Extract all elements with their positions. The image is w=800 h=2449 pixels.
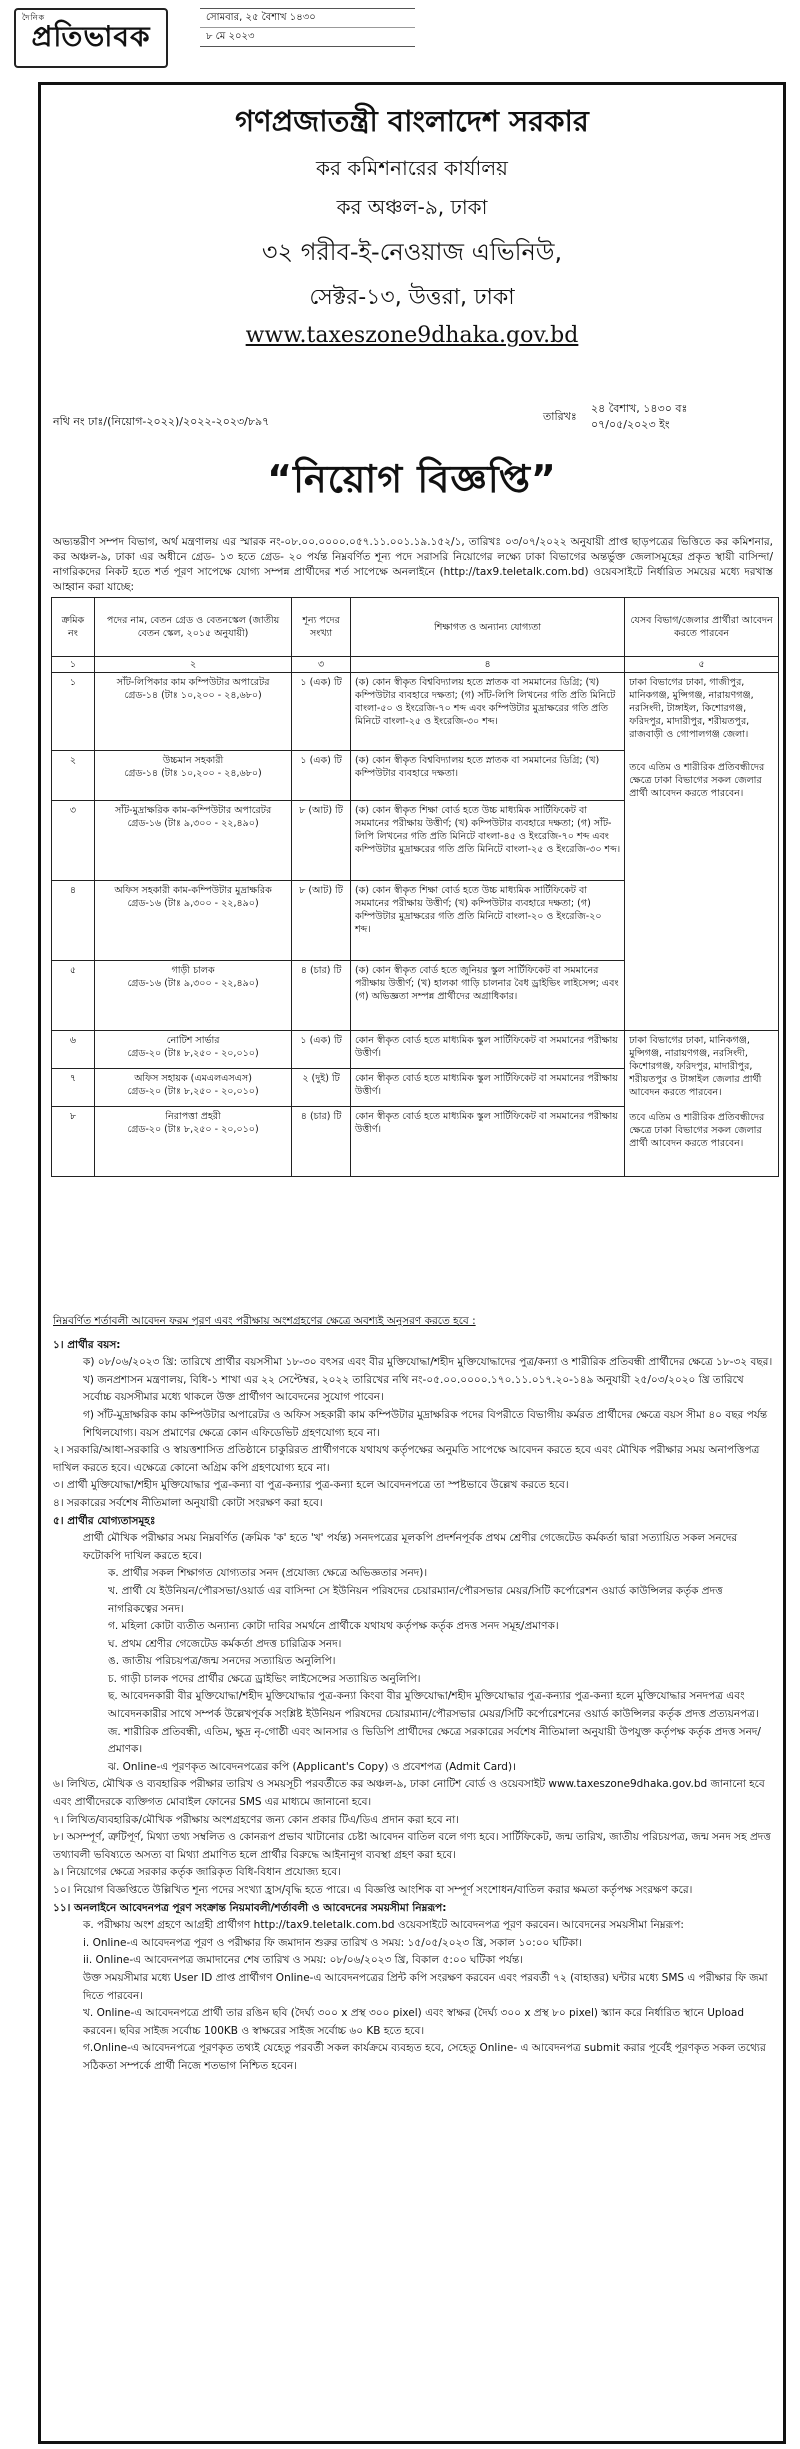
header-qualification: শিক্ষাগত ও অন্যান্য যোগ্যতা	[350, 598, 624, 657]
index-cell: ২	[94, 657, 291, 673]
newspaper-masthead	[0, 0, 800, 80]
header-post: পদের নাম, বেতন গ্রেড ও বেতনস্কেল (জাতীয় বেতন স্কেল, ২০১৫ অনুযায়ী)	[94, 598, 291, 657]
row-count: ২ (দুই) টি	[292, 1069, 351, 1107]
row-serial: ৮	[52, 1107, 95, 1177]
row-count: ৪ (চার) টি	[292, 961, 351, 1031]
condition-5e: ঙ. জাতীয় পরিচয়পত্র/জন্ম সনদের সত্যায়িত অনুলিপি।	[108, 1655, 336, 1668]
row-count: ১ (এক) টি	[292, 751, 351, 801]
condition-5: ৫। প্রার্থীর যোগ্যতাসমূহঃ	[53, 1514, 156, 1527]
condition-5j: ঝ. Online-এ পূরণকৃত আবেদনপত্রের কপি (Applicant's Copy) ও প্রবেশপত্র (Admit Card)।	[108, 1760, 517, 1773]
post-name: অফিস সহকারী কাম-কম্পিউটার মুদ্রাক্ষরিক	[114, 885, 272, 896]
condition-11k: ক. পরীক্ষায় অংশ গ্রহণে আগ্রহী প্রার্থীগণ http://tax9.teletalk.com.bd ওয়েবসাইটে আবেদনপত্র পূরণ করবেন। আবেদনের সময়সীমা নিম্নরূপ:	[83, 1919, 684, 1932]
conditions-section	[53, 1313, 775, 2076]
condition-11g: গ.Online-এ আবেদনপত্রে পূরণকৃত তথ্যই যেহেতু পরবর্তী সকল কার্যক্রমে ব্যবহৃত হবে, সেহেতু Online- এ আবেদনপত্র submit করার পূর্বেই পূরণকৃত সকল তথ্যের সঠিকতা সম্পর্কে প্রার্থী নিজে শতভাগ নিশ্চিত হবেন।	[83, 2042, 766, 2072]
row-serial: ৬	[52, 1031, 95, 1069]
row-count: ৮ (আট) টি	[292, 881, 351, 961]
post-name: অফিস সহায়ক (এমএলএসএস)	[134, 1073, 252, 1084]
condition-5f: চ. গাড়ী চালক পদের প্রার্থীর ক্ষেত্রে ড্রাইভিং লাইসেন্সের সত্যায়িত অনুলিপি।	[108, 1672, 421, 1685]
row-count: ৪ (চার) টি	[292, 1107, 351, 1177]
condition-8: ৮। অসম্পূর্ণ, ত্রুটিপূর্ণ, মিথ্যা তথ্য সম্বলিত ও কোনরূপ প্রভাব খাটানোর চেষ্টা আবেদন বাতিল বলে গণ্য হবে। সার্টিফিকেট, জন্ম তারিখ, জাতীয় পরিচয়পত্র, জন্ম সনদ সহ প্রদত্ত তথ্যাবলী ভবিষ্যতে অসত্য বা মিথ্যা প্রমাণিত হলে প্রার্থীর বিরুদ্ধে আইনানুগ ব্যবস্থা গ্রহণ করা হবে।	[53, 1831, 771, 1861]
intro-paragraph: অভ্যন্তরীণ সম্পদ বিভাগ, অর্থ মন্ত্রণালয় এর স্মারক নং-০৮.০০.০০০০.০৫৭.১১.০০১.১৯.১৫২/১, তারিখঃ ০৩/০৭/২০২২ অনুযায়ী প্রাপ্ত ছাড়পত্রের ভিত্তিতে কর কমিশনার, কর অঞ্চল-৯, ঢাকা এর অধীনে গ্রেড- ১৩ হতে গ্রেড- ২০ পর্যন্ত নিম্নবর্ণিত শূন্য পদে সরাসরি নিয়োগের লক্ষ্যে ঢাকা বিভাগের অন্তর্ভুক্ত জেলাসমূহের প্রকৃত স্থায়ী বাসিন্দা/নাগরিকদের নিকট হতে শর্ত পূরণ সাপেক্ষে যোগ্য সম্পন্ন প্রার্থীদের শর্ত সাপেক্ষে অনলাইনে (http://tax9.teletalk.com.bd) ওয়েবসাইটে নির্ধারিত সময়ের মধ্যে দরখাস্ত আহ্বান করা যাচ্ছে:	[53, 536, 773, 593]
date-english: ০৭/০৫/২০২৩ ইং	[591, 418, 670, 431]
districts-b-text: ঢাকা বিভাগের ঢাকা, মানিকগঞ্জ, মুন্সিগঞ্জ, নারায়ণগঞ্জ, নরসিংদী, কিশোরগঞ্জ, ফরিদপুর, মাদারীপুর, শরীয়তপুর ও টাঙ্গাইল জেলার প্রার্থী আবেদন করতে পারবেন।	[629, 1035, 762, 1098]
condition-7: ৭। লিখিত/ব্যবহারিক/মৌখিক পরীক্ষায় অংশগ্রহণের জন্য কোন প্রকার টিএ/ডিএ প্রদান করা হবে না।	[53, 1813, 460, 1826]
row-qualification: কোন স্বীকৃত বোর্ড হতে মাধ্যমিক স্কুল সার্টিফিকেট বা সমমানের পরীক্ষায় উত্তীর্ণ।	[350, 1069, 624, 1107]
logo-text: প্রতিভাবক	[31, 19, 151, 53]
row-qualification: (ক) কোন স্বীকৃত বিশ্ববিদ্যালয় হতে স্নাতক বা সমমানের ডিগ্রি; (খ) কম্পিউটার ব্যবহারে দক্ষতা; (গ) সাঁট-লিপি লিখনের গতি প্রতি মিনিটে বাংলা-৫০ ও ইংরেজি-৭০ শব্দ এবং কম্পিউটার মুদ্রাক্ষরের গতি প্রতি মিনিটে বাংলা-২৫ ও ইংরেজি-৩০ শব্দ।	[350, 673, 624, 751]
advertisement-frame	[38, 82, 786, 2444]
post-scale: গ্রেড-১৪ (টাঃ ১০,২০০ - ২৪,৬৮০)	[124, 768, 262, 779]
address-line-1: ৩২ গরীব-ই-নেওয়াজ এভিনিউ,	[261, 238, 563, 266]
index-cell: ৪	[350, 657, 624, 673]
condition-2: ২। সরকারি/আধা-সরকারি ও স্বায়ত্তশাসিত প্রতিষ্ঠানে চাকুরিরত প্রার্থীগণকে যথাযথ কর্তৃপক্ষের অনুমতি সাপেক্ষে আবেদন করতে হবে এবং মৌখিক পরীক্ষার সময় অনাপত্তিপত্র দাখিল করতে হবে। এক্ষেত্রে কোনো অগ্রিম কপি গ্রহণযোগ্য হবে না।	[53, 1444, 760, 1474]
index-cell: ৩	[292, 657, 351, 673]
condition-5a: ক. প্রার্থীর সকল শিক্ষাগত যোগ্যতার সনদ (প্রযোজ্য ক্ষেত্রে অভিজ্ঞতার সনদ)।	[108, 1567, 428, 1580]
post-scale: গ্রেড-২০ (টাঃ ৮,২৫০ - ২০,০১০)	[127, 1124, 259, 1135]
post-scale: গ্রেড-১৬ (টাঃ ৯,৩০০ - ২২,৪৯০)	[127, 978, 259, 989]
header-districts: যেসব বিভাগ/জেলার প্রার্থীরা আবেদন করতে পারবেন	[625, 598, 779, 657]
date-bangla: ২৪ বৈশাখ, ১৪৩০ বঃ	[591, 402, 688, 415]
row-serial: ৫	[52, 961, 95, 1031]
condition-5d: ঘ. প্রথম শ্রেণীর গেজেটেড কর্মকর্তা প্রদত্ত চারিত্রিক সনদ।	[108, 1637, 342, 1650]
post-name: সাঁট-মুদ্রাক্ষরিক কাম-কম্পিউটার অপারেটর	[114, 805, 272, 816]
table-row	[52, 673, 779, 751]
row-count: ১ (এক) টি	[292, 1031, 351, 1069]
condition-10: ১০। নিয়োগ বিজ্ঞপ্তিতে উল্লিখিত শূন্য পদের সংখ্যা হ্রাস/বৃদ্ধি হতে পারে। এ বিজ্ঞপ্তি আংশিক বা সম্পূর্ণ সংশোধন/বাতিল করার ক্ষমতা কর্তৃপক্ষ সংরক্ষণ করে।	[53, 1884, 693, 1896]
vacancy-table	[51, 597, 779, 1177]
condition-1: ১। প্রার্থীর বয়স:	[53, 1338, 121, 1351]
address-line-2: সেক্টর-১৩, উত্তরা, ঢাকা	[309, 285, 515, 310]
newspaper-date	[200, 8, 415, 47]
districts-b-note: তবে এতিম ও শারীরিক প্রতিবন্ধীদের ক্ষেত্রে ঢাকা বিভাগের সকল জেলার প্রার্থী আবেদন করতে পারবেন।	[629, 1112, 765, 1149]
row-qualification: (ক) কোন স্বীকৃত বোর্ড হতে জুনিয়র স্কুল সার্টিফিকেট বা সমমানের পরীক্ষায় উত্তীর্ণ; (খ) হালকা গাড়ি চালনার বৈধ ড্রাইভিং লাইসেন্স; এবং (গ) অভিজ্ঞতা সম্পন্ন প্রার্থীদের অগ্রাধিকার।	[350, 961, 624, 1031]
condition-11: ১১। অনলাইনে আবেদনপত্র পূরণ সংক্রান্ত নিয়মাবলী/শর্তাবলী ও আবেদনের সময়সীমা নিম্নরূপ:	[53, 1901, 447, 1914]
notice-title: “নিয়োগ বিজ্ঞপ্তি”	[267, 457, 557, 501]
header-count: শূন্য পদের সংখ্যা	[292, 598, 351, 657]
condition-5b: খ. প্রার্থী যে ইউনিয়ন/পৌরসভা/ওয়ার্ড এর বাসিন্দা সে ইউনিয়ন পরিষদের চেয়ারম্যান/পৌরসভার মেয়র/সিটি কর্পোরেশন ওয়ার্ড কাউন্সিলর কর্তৃক প্রদত্ত নাগরিকত্বের সনদ।	[108, 1584, 723, 1615]
logo-tag: দৈনিক	[22, 13, 46, 22]
condition-3: ৩। প্রার্থী মুক্তিযোদ্ধা/শহীদ মুক্তিযোদ্ধার পুত্র-কন্যা বা পুত্র-কন্যার পুত্র-কন্যা হলে আবেদনপত্রে তা স্পষ্টভাবে উল্লেখ করতে হবে।	[53, 1479, 569, 1492]
conditions-intro: নিম্নবর্ণিত শর্তাবলী আবেদন ফরম পূরণ এবং পরীক্ষায় অংশগ্রহণের ক্ষেত্রে অবশ্যই অনুসরণ করতে হবে :	[53, 1315, 476, 1327]
table-row	[52, 1031, 779, 1069]
condition-5c: গ. মহিলা কোটা ব্যতীত অন্যান্য কোটা দাবির সমর্থনে প্রার্থীকে যথাযথ কর্তৃপক্ষ কর্তৃক প্রদত্ত সনদ সমূহ/প্রমাণক।	[108, 1620, 559, 1633]
condition-1b: খ) জনপ্রশাসন মন্ত্রণালয়, বিধি-১ শাখা এর ২২ সেপ্টেম্বর, ২০২২ তারিখের নথি নং-০৫.০০.০০০০.১৭০.১১.০১৭.২০-১৪৯ অনুযায়ী ২৫/০৩/২০২০ খ্রি তারিখে সর্বোচ্চ বয়সসীমার মধ্যে থাকলে উক্ত প্রার্থীগণ আবেদনের সুযোগ পাবেন।	[83, 1373, 744, 1404]
condition-11kh: খ. Online-এ আবেদনপত্রে প্রার্থী তার রঙিন ছবি (দৈর্ঘ্য ৩০০ x প্রস্থ ৩০০ pixel) এবং স্বাক্ষর (দৈর্ঘ্য ৩০০ x প্রস্থ ৮০ pixel) স্ক্যান করে নির্ধারিত স্থানে Upload করবেন। ছবির সাইজ সর্বোচ্চ 100KB ও স্বাক্ষরের সাইজ সর্বোচ্চ ৬০ KB হতে হবে।	[83, 2007, 745, 2037]
condition-11-ii: ii. Online-এ আবেদনপত্র জমাদানের শেষ তারিখ ও সময়: ০৮/০৬/২০২৩ খ্রি, বিকাল ৫:০০ ঘটিকা পর্যন্ত।	[83, 1954, 523, 1967]
post-name: সাঁট-লিপিকার কাম কম্পিউটার অপারেটর	[116, 677, 270, 688]
row-post	[94, 801, 291, 881]
date-block	[543, 401, 688, 433]
condition-1a: ক) ০৮/০৬/২০২৩ খ্রি: তারিখে প্রার্থীর বয়সসীমা ১৮-৩০ বৎসর এবং বীর মুক্তিযোদ্ধা/শহীদ মুক্তিযোদ্ধাদের পুত্র/কন্যা ও শারীরিক প্রতিবন্ধী প্রার্থীদের ক্ষেত্রে ১৮-৩২ বছর।	[83, 1356, 773, 1369]
row-post	[94, 1107, 291, 1177]
office-name: কর কমিশনারের কার্যালয়	[316, 156, 508, 180]
row-count: ৮ (আট) টি	[292, 801, 351, 881]
row-serial: ৪	[52, 881, 95, 961]
row-qualification: (ক) কোন স্বীকৃত শিক্ষা বোর্ড হতে উচ্চ মাধ্যমিক সার্টিফিকেট বা সমমানের পরীক্ষায় উত্তীর্ণ; (খ) কম্পিউটার ব্যবহারে দক্ষতা; (গ) সাঁট-লিপি লিখনের গতি প্রতি মিনিটে বাংলা-৪৫ ও ইংরেজি-৭০ শব্দ এবং কম্পিউটার মুদ্রাক্ষরের গতি প্রতি মিনিটে বাংলা-২৫ ও ইংরেজি-৩০ শব্দ।	[350, 801, 624, 881]
table-header-row	[52, 598, 779, 657]
memo-number: নথি নং ঢাঃ/(নিয়োগ-২০২২)/২০২২-২০২৩/৮৯৭	[53, 415, 270, 428]
row-post	[94, 881, 291, 961]
index-cell: ১	[52, 657, 95, 673]
website-link[interactable]: www.taxeszone9dhaka.gov.bd	[245, 323, 579, 348]
row-qualification: কোন স্বীকৃত বোর্ড হতে মাধ্যমিক স্কুল সার্টিফিকেট বা সমমানের পরীক্ষায় উত্তীর্ণ।	[350, 1107, 624, 1177]
row-post	[94, 673, 291, 751]
post-name: উচ্চমান সহকারী	[162, 755, 224, 766]
post-name: গাড়ী চালক	[171, 965, 215, 976]
condition-11-iii: উক্ত সময়সীমার মধ্যে User ID প্রাপ্ত প্রার্থীগণ Online-এ আবেদনপত্রের প্রিন্ট কপি সংরক্ষণ করবেন এবং পরবর্তী ৭২ (বাহাত্তর) ঘন্টার মধ্যে SMS এ পরীক্ষার ফি জমা দিতে পারবেন।	[83, 1971, 768, 2002]
districts-group-b	[625, 1031, 779, 1177]
districts-a-text: ঢাকা বিভাগের ঢাকা, গাজীপুর, মানিকগঞ্জ, মুন্সিগঞ্জ, নারায়ণগঞ্জ, নরসিংদী, টাঙ্গাইল, কিশোরগঞ্জ, ফরিদপুর, মাদারীপুর, শরীয়তপুর, রাজবাড়ী ও গোপালগঞ্জ জেলা।	[629, 677, 754, 740]
condition-5h: জ. শারীরিক প্রতিবন্ধী, এতিম, ক্ষুদ্র নৃ-গোষ্ঠী এবং আনসার ও ভিডিপি প্রার্থীদের ক্ষেত্রে সরকারের সর্বশেষ নীতিমালা অনুযায়ী উপযুক্ত কর্তৃপক্ষ কর্তৃক প্রদত্ত সনদ/প্রমাণক।	[108, 1725, 761, 1756]
row-post	[94, 751, 291, 801]
row-serial: ৭	[52, 1069, 95, 1107]
post-scale: গ্রেড-২০ (টাঃ ৮,২৫০ - ২০,০১০)	[127, 1086, 259, 1097]
districts-group-a	[625, 673, 779, 1031]
condition-11-i: i. Online-এ আবেদনপত্র পূরণ ও পরীক্ষার ফি জমাদান শুরুর তারিখ ও সময়: ১৫/০৫/২০২৩ খ্রি, সকাল ১০:০০ ঘটিকা।	[83, 1936, 583, 1949]
post-name: নোটিশ সার্ভার	[166, 1035, 220, 1046]
row-post	[94, 1031, 291, 1069]
row-qualification: কোন স্বীকৃত বোর্ড হতে মাধ্যমিক স্কুল সার্টিফিকেট বা সমমানের পরীক্ষায় উত্তীর্ণ।	[350, 1031, 624, 1069]
newspaper-date-line: ৮ মে ২০২৩	[206, 31, 255, 42]
newspaper-logo	[14, 8, 168, 68]
condition-1c: গ) সাঁট-মুদ্রাক্ষরিক কাম কম্পিউটার অপারেটর ও অফিস সহকারী কাম কম্পিউটার মুদ্রাক্ষরিক পদের বিপরীতে বিভাগীয় কর্মরত প্রার্থীদের ক্ষেত্রে বয়স সীমা ৪০ বছর পর্যন্ত শিথিলযোগ্য। বয়স প্রমাণের ক্ষেত্রে কোন এফিডেভিট গ্রহণযোগ্য হবে না।	[83, 1408, 768, 1439]
newspaper-day-line: সোমবার, ২৫ বৈশাখ ১৪৩০	[200, 9, 415, 28]
districts-a-note: তবে এতিম ও শারীরিক প্রতিবন্ধীদের ক্ষেত্রে ঢাকা বিভাগের সকল জেলার প্রার্থী আবেদন করতে পারবেন।	[629, 762, 765, 799]
date-label: তারিখঃ	[543, 410, 577, 423]
zone-name: কর অঞ্চল-৯, ঢাকা	[336, 195, 488, 219]
government-name: গণপ্রজাতন্ত্রী বাংলাদেশ সরকার	[235, 104, 589, 138]
row-serial: ২	[52, 751, 95, 801]
header-serial: ক্রমিক নং	[52, 598, 95, 657]
condition-9: ৯। নিয়োগের ক্ষেত্রে সরকার কর্তৃক জারিকৃত বিধি-বিধান প্রযোজ্য হবে।	[53, 1866, 341, 1879]
post-scale: গ্রেড-১৬ (টাঃ ৯,৩০০ - ২২,৪৯০)	[127, 898, 259, 909]
row-serial: ৩	[52, 801, 95, 881]
row-post	[94, 961, 291, 1031]
row-post	[94, 1069, 291, 1107]
index-cell: ৫	[625, 657, 779, 673]
condition-5-intro: প্রার্থী মৌখিক পরীক্ষার সময় নিম্নবর্ণিত (ক্রমিক 'ক' হতে 'খ' পর্যন্ত) সনদপত্রের মূলকপি প্রদর্শনপূর্বক প্রথম শ্রেণীর গেজেটেড কর্মকর্তা দ্বারা সত্যায়িত সকল সনদের ফটোকপি দাখিল করতে হবে।	[83, 1532, 738, 1562]
post-scale: গ্রেড-১৬ (টাঃ ৯,৩০০ - ২২,৪৯০)	[127, 818, 259, 829]
post-scale: গ্রেড-২০ (টাঃ ৮,২৫০ - ২০,০১০)	[127, 1048, 259, 1059]
condition-4: ৪। সরকারের সর্বশেষ নীতিমালা অনুযায়ী কোটা সংরক্ষণ করা হবে।	[53, 1496, 323, 1509]
condition-6: ৬। লিখিত, মৌখিক ও ব্যবহারিক পরীক্ষার তারিখ ও সময়সূচী পরবর্তীতে কর অঞ্চল-৯, ঢাকা নোটিশ বোর্ড ও ওয়েবসাইট www.taxeszone9dhaka.gov.bd জানানো হবে এবং প্রার্থীদেরকে ব্যক্তিগত মোবাইল ফোনের SMS এর মাধ্যমে জানানো হবে।	[53, 1778, 765, 1809]
office-header	[41, 99, 783, 348]
row-qualification: (ক) কোন স্বীকৃত শিক্ষা বোর্ড হতে উচ্চ মাধ্যমিক সার্টিফিকেট বা সমমানের পরীক্ষায় উত্তীর্ণ; (খ) কম্পিউটার ব্যবহারে দক্ষতা; (গ) কম্পিউটার মুদ্রাক্ষরের গতি প্রতি মিনিটে বাংলা-২০ ও ইংরেজি-২০ শব্দ।	[350, 881, 624, 961]
post-name: নিরাপত্তা প্রহরী	[165, 1111, 221, 1122]
row-count: ১ (এক) টি	[292, 673, 351, 751]
table-index-row	[52, 657, 779, 673]
condition-5g: ছ. আবেদনকারী বীর মুক্তিযোদ্ধা/শহীদ মুক্তিযোদ্ধার পুত্র-কন্যা কিংবা বীর মুক্তিযোদ্ধা/শহীদ মুক্তিযোদ্ধার পুত্র-কন্যার পুত্র-কন্যা হলে মুক্তিযোদ্ধার সনদপত্র এবং আবেদনকারীর সাথে সম্পর্ক উল্লেখপূর্বক সংশ্লিষ্ট ইউনিয়ন পরিষদের চেয়ারম্যান/পৌরসভার মেয়র/সিটি কর্পোরেশনের ওয়ার্ড কাউন্সিলর কর্তৃক প্রদত্ত প্রত্যয়নপত্র।	[108, 1690, 759, 1721]
row-serial: ১	[52, 673, 95, 751]
post-scale: গ্রেড-১৪ (টাঃ ১০,২০০ - ২৪,৬৮০)	[124, 690, 262, 701]
row-qualification: (ক) কোন স্বীকৃত বিশ্ববিদ্যালয় হতে স্নাতক বা সমমানের ডিগ্রি; (খ) কম্পিউটার ব্যবহারে দক্ষতা।	[350, 751, 624, 801]
